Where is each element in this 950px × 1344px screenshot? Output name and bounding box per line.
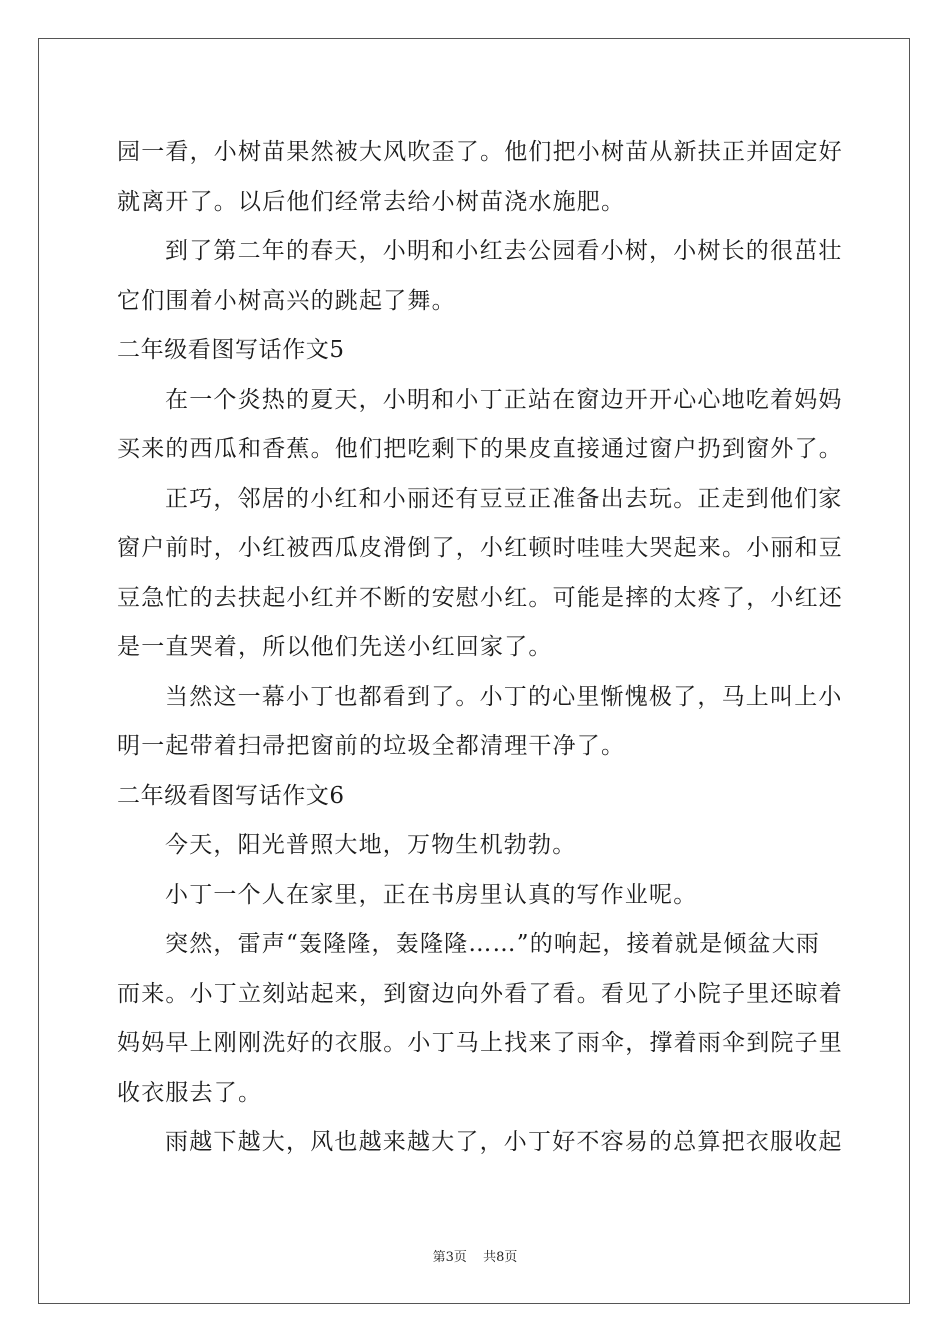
- paragraph-start-line: 当然这一幕小丁也都看到了。小丁的心里惭愧极了，马上叫上小: [165, 683, 843, 710]
- paragraph-start-line: 小丁一个人在家里，正在书房里认真的写作业呢。: [165, 881, 698, 908]
- text-line: 买来的西瓜和香蕉。他们把吃剩下的果皮直接通过窗户扔到窗外了。: [117, 436, 843, 462]
- text-line: 而来。小丁立刻站起来，到窗边向外看了看。看见了小院子里还晾着: [117, 980, 843, 1007]
- text-line: 园一看，小树苗果然被大风吹歪了。他们把小树苗从新扶正并固定好: [117, 139, 843, 165]
- paragraph-start-line: 到了第二年的春天，小明和小红去公园看小树，小树长的很茁壮: [165, 238, 843, 264]
- paragraph-start-line: 突然，雷声“轰隆隆，轰隆隆……”的响起，接着就是倾盆大雨: [165, 931, 821, 957]
- text-line: 妈妈早上刚刚洗好的衣服。小丁马上找来了雨伞，撑着雨伞到院子里: [117, 1030, 843, 1056]
- text-line: 窗户前时，小红被西瓜皮滑倒了，小红顿时哇哇大哭起来。小丽和豆: [117, 535, 843, 561]
- page-number: 第3页: [432, 1250, 467, 1265]
- text-line: 明一起带着扫帚把窗前的垃圾全都清理干净了。: [117, 733, 626, 759]
- paragraph-start-line: 正巧，邻居的小红和小丽还有豆豆正准备出去玩。正走到他们家: [165, 485, 843, 512]
- page-total: 共8页: [483, 1250, 518, 1265]
- paragraph-start-line: 雨越下越大，风也越来越大了，小丁好不容易的总算把衣服收起: [165, 1129, 843, 1155]
- paragraph-start-line: 今天，阳光普照大地，万物生机勃勃。: [165, 832, 577, 858]
- section-heading: 二年级看图写话作文6: [117, 782, 345, 809]
- text-line: 就离开了。以后他们经常去给小树苗浇水施肥。: [117, 188, 626, 215]
- text-line: 是一直哭着，所以他们先送小红回家了。: [117, 634, 553, 660]
- text-line: 豆急忙的去扶起小红并不断的安慰小红。可能是摔的太疼了，小红还: [117, 584, 843, 611]
- paragraph-start-line: 在一个炎热的夏天，小明和小丁正站在窗边开开心心地吃着妈妈: [165, 386, 843, 413]
- text-line: 收衣服去了。: [117, 1079, 263, 1106]
- page-footer: [0, 1246, 950, 1265]
- section-heading: 二年级看图写话作文5: [117, 337, 345, 363]
- document-body: [117, 128, 843, 1168]
- text-line: 它们围着小树高兴的跳起了舞。: [117, 287, 456, 314]
